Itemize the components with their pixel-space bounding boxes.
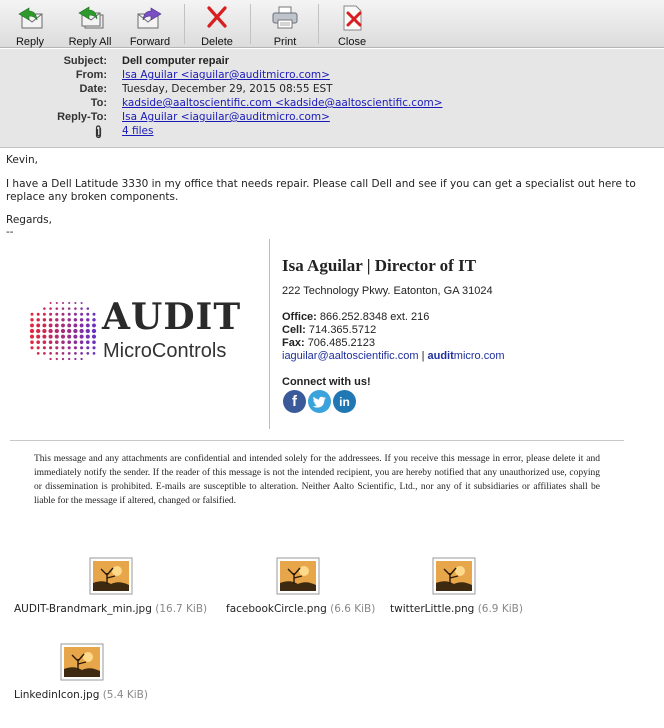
attachments-row	[0, 125, 664, 139]
forward-icon	[135, 4, 165, 32]
image-thumbnail-icon	[276, 557, 320, 595]
date-value: Tuesday, December 29, 2015 08:55 EST	[122, 83, 333, 95]
attachments-link[interactable]: 4 files	[122, 125, 154, 137]
signature-links: iaguilar@aaltoscientific.com | auditmicro.com	[282, 350, 505, 362]
subject-row: Subject: Dell computer repair	[63, 55, 229, 67]
signature-cell: Cell: 714.365.5712	[282, 324, 377, 336]
signature-office: Office: 866.252.8348 ext. 216	[282, 311, 430, 323]
from-row: From: Isa Aguilar <iaguilar@auditmicro.com>	[75, 69, 330, 81]
image-thumbnail-icon	[89, 557, 133, 595]
signature-fax: Fax: 706.485.2123	[282, 337, 375, 349]
image-thumbnail-icon	[60, 643, 104, 681]
forward-button[interactable]: Forward	[127, 0, 173, 48]
connect-with-us: Connect with us!	[282, 376, 371, 388]
body-line-2: replace any broken components.	[6, 191, 179, 203]
close-button[interactable]: Close	[332, 0, 372, 48]
greeting: Kevin,	[6, 154, 38, 166]
signature-address: 222 Technology Pkwy. Eatonton, GA 31024	[282, 285, 493, 297]
signature-web-link[interactable]: auditmicro.com	[427, 350, 505, 362]
logo-dot-mark	[28, 297, 100, 367]
toolbar-separator	[250, 4, 251, 44]
reply-button[interactable]: Reply	[8, 0, 52, 48]
twitter-icon[interactable]	[308, 390, 331, 413]
signature-divider	[269, 239, 270, 429]
audit-microcontrols-logo: AUDIT MicroControls	[28, 297, 268, 367]
printer-icon	[270, 4, 300, 32]
toolbar-separator	[184, 4, 185, 44]
disclaimer-text: This message and any attachments are confidential and intended solely for the addressees. If you receive this message in error, please delete it and immediately notify the sender. If the reader of this message is not the intended recipient, you are hereby notified that any unauthorized use, copying or dissemination is prohibited. E-mails are susceptible to alteration. Neither Aalto Scientific, Ltd., nor any of it subsidiaries or affiliates shall be liable for the message if altered, changed or falsified.	[34, 454, 600, 506]
reply-all-icon	[75, 4, 105, 32]
from-link[interactable]: Isa Aguilar <iaguilar@auditmicro.com>	[122, 69, 330, 81]
signature-email-link[interactable]: iaguilar@aaltoscientific.com	[282, 350, 419, 362]
print-button[interactable]: Print	[264, 0, 306, 48]
delete-x-icon	[202, 4, 232, 32]
to-row: To: kadside@aaltoscientific.com <kadside@aaltoscientific.com>	[90, 97, 443, 109]
facebook-icon[interactable]: f	[283, 390, 306, 413]
to-link[interactable]: kadside@aaltoscientific.com <kadside@aaltoscientific.com>	[122, 97, 443, 109]
message-headers	[0, 49, 664, 148]
paperclip-icon	[94, 125, 104, 142]
signature-separator: --	[6, 226, 14, 238]
signature-name-title: Isa Aguilar | Director of IT	[282, 256, 477, 275]
date-row: Date: Tuesday, December 29, 2015 08:55 EST	[79, 83, 333, 95]
signoff: Regards,	[6, 214, 52, 226]
toolbar	[0, 0, 664, 48]
subject-value: Dell computer repair	[122, 55, 229, 67]
reply-icon	[15, 4, 45, 32]
toolbar-separator	[318, 4, 319, 44]
reply-to-row: Reply-To: Isa Aguilar <iaguilar@auditmicro.com>	[57, 111, 330, 123]
disclaimer-divider	[10, 440, 624, 441]
reply-to-link[interactable]: Isa Aguilar <iaguilar@auditmicro.com>	[122, 111, 330, 123]
reply-all-button[interactable]: Reply All	[66, 0, 114, 48]
delete-button[interactable]: Delete	[196, 0, 238, 48]
body-line-1: I have a Dell Latitude 3330 in my office that needs repair. Please call Dell and see if you can get a specialist out here to	[6, 178, 636, 190]
close-document-icon	[337, 4, 367, 32]
linkedin-icon[interactable]: in	[333, 390, 356, 413]
image-thumbnail-icon	[432, 557, 476, 595]
